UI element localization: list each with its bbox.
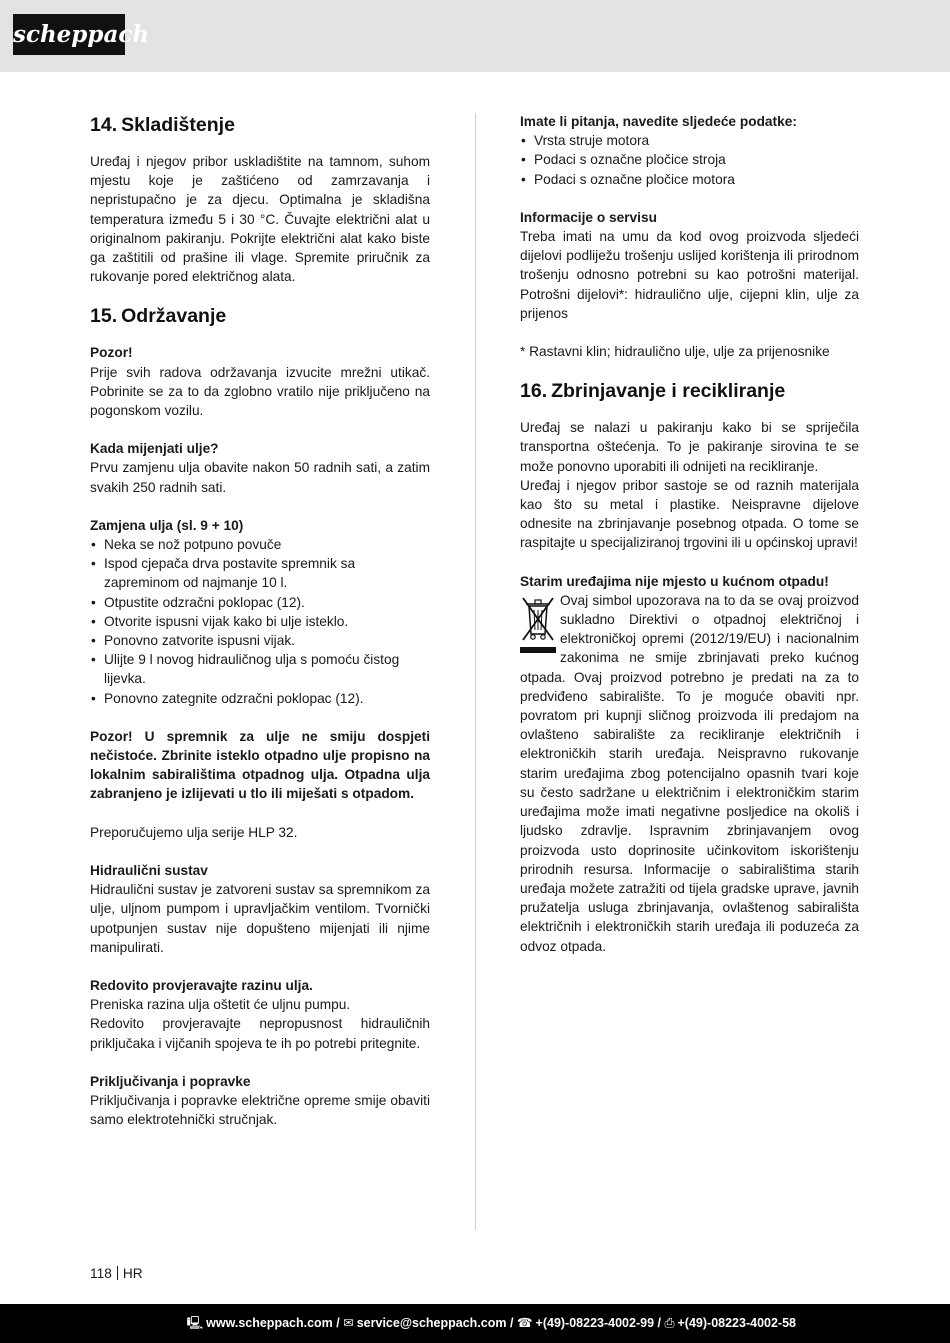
footer-separator: / [509, 1316, 514, 1330]
pozor-label: Pozor! [90, 345, 133, 361]
section-14-text: Uređaj i njegov pribor uskladištite na tamnom, suhom mjestu koje je zaštićeno od zamrzavanja i nepristupačno je za djecu. Optimalna je skladišna temperatura između 5 i 30 °C. Čuvajte električni alat u originalnom pakiranju. Pokrijte električni alat kako biste ga zaštitili od prašine ili vlage. Spremite priručnik za rukovanje pored električnog alata. [90, 154, 430, 285]
prikljucivanja-text: Priključivanja i popravke električne opreme smije obaviti samo elektrotehnički stručnjak. [90, 1092, 430, 1128]
section-16-title: Zbrinjavanje i recikliranje [551, 380, 786, 403]
weee-block [520, 591, 859, 956]
stari-label: Starim uređajima nije mjesto u kućnom otpadu! [520, 573, 829, 589]
redovito-label: Redovito provjeravajte razinu ulja. [90, 977, 313, 993]
hidraulicni-label: Hidraulični sustav [90, 862, 208, 878]
list-item: • Vrsta struje motora [520, 131, 859, 150]
list-item: • Ispod cjepača drva postavite spremnik sa zapreminom od najmanje 10 l. [90, 554, 430, 592]
redovito-text-2: Redovito provjeravajte nepropusnost hidrauličnih priključaka i vijčanih spojeva te ih po potrebi pritegnite. [90, 1016, 430, 1051]
column-divider [475, 113, 476, 1230]
footer-contact [186, 1304, 796, 1343]
kada-label: Kada mijenjati ulje? [90, 441, 219, 457]
page-separator [117, 1266, 118, 1280]
pitanja-label: Imate li pitanja, navedite sljedeće podatke: [520, 114, 797, 129]
weee-crossed-bin-icon [520, 594, 556, 656]
pitanja-list [520, 131, 859, 189]
section-14-heading [90, 112, 430, 138]
footer-email[interactable]: service@scheppach.com [356, 1316, 507, 1330]
section-16-text-1: Uređaj se nalazi u pakiranju kako bi se spriječila transportna oštećenja. To je pakiranje sirovina te se može ponovno uporabiti ili odnijeti na recikliranje. [520, 420, 859, 474]
zamjena-label: Zamjena ulja (sl. 9 + 10) [90, 517, 244, 533]
oil-recommendation: Preporučujemo ulja serije HLP 32. [90, 824, 298, 840]
kada-text: Prvu zamjenu ulja obavite nakon 50 radnih sati, a zatim svakih 250 radnih sati. [90, 460, 430, 495]
fax-icon: ⎙ [664, 1316, 675, 1330]
footer-separator: / [657, 1316, 661, 1330]
oil-warning: Pozor! U spremnik za ulje ne smiju dospjeti nečistoće. Zbrinite isteklo otpadno ulje propisno na lokalnim sabiralištima otpadnog ulja. Otpadna ulja zabranjeno je izlijevati u tlo ili miješati s otpadom. [90, 728, 430, 802]
section-14-title: Skladištenje [121, 114, 235, 136]
servis-text: Treba imati na umu da kod ovog proizvoda sljedeći dijelovi podliježu trošenju uslijed korištenja ili prirodnom trošenju odnosno potrebni su kao potrošni materijal. Potrošni dijelovi*: hidraulično ulje, cijepni klin, ulje za prijenos [520, 229, 859, 321]
list-item: • Otvorite ispusni vijak kako bi ulje isteklo. [90, 612, 430, 631]
list-item: • Neka se nož potpuno povuče [90, 535, 430, 554]
footer-separator: / [336, 1316, 340, 1330]
list-item: • Podaci s označne pločice stroja [520, 150, 859, 169]
section-15-title: Održavanje [121, 305, 227, 328]
computer-icon: 🖳 [186, 1316, 204, 1330]
redovito-text-1: Preniska razina ulja oštetit će uljnu pumpu. [90, 997, 351, 1013]
pozor-text: Prije svih radova održavanja izvucite mrežni utikač. Pobrinite se za to da zglobno vratilo nije priključeno na pogonskom vozilu. [90, 364, 430, 419]
section-16-heading [520, 378, 859, 404]
footer-phone[interactable]: +(49)-08223-4002-99 [535, 1316, 655, 1330]
stari-text: Ovaj simbol upozorava na to da se ovaj proizvod sukladno Direktivi o otpadnoj električnoj i elektroničkoj opremi (2012/19/EU) i nacionalnim zakonima ne smije zbrinjavati preko kućnog otpada. Ovaj proizvod potrebno je predati na za to predviđeno sabiralište. To je moguće obaviti npr. povratom pri kupnji sličnog proizvoda ili predajom na ovlašteno sabiralište za recikliranje električnih i elektroničkih starih uređaja. Neispravno rukovanje starim uređajima zbog potencijalno opasnih tvari koje su često sadržane u električnim i elektroničkim starim uređajima može imati negativne posljedice na okoliš i ljudsko zdravlje. Ispravnim zbrinjavanjem ovog proizvoda usto doprinosite učinkovitom iskorištenju prirodnih resursa. Informacije o sabiralištima starih uređaja možete zatražiti od tijela gradske uprave, javnih pružatelja usluga zbrinjavanja, ovlaštenog sabirališta električnih i elektroničkih starih uređaja ili poduzeća za odvoz otpada. [520, 592, 859, 954]
list-item: • Ponovno zategnite odzračni poklopac (12). [90, 689, 430, 708]
phone-icon: ☎ [516, 1316, 533, 1330]
section-15-heading [90, 303, 430, 329]
section-16-number: 16. [520, 380, 548, 403]
left-column [90, 112, 430, 1129]
prikljucivanja-label: Priključivanja i popravke [90, 1073, 251, 1089]
brand-logo: scheppach [13, 14, 125, 55]
page-language: HR [122, 1266, 143, 1281]
page-footer-label [90, 1264, 143, 1283]
section-16-text-2: Uređaj i njegov pribor sastoje se od raznih materijala kao što su metal i plastike. Neispravne dijelove odnesite na zbrinjavanje posebnog otpada. O tome se raspitajte u specijaliziranoj trgovini ili u općinskoj upravi! [520, 477, 859, 551]
list-item: • Ponovno zatvorite ispusni vijak. [90, 631, 430, 650]
servis-label: Informacije o servisu [520, 209, 657, 225]
footer-website[interactable]: www.scheppach.com [206, 1316, 333, 1330]
right-column [520, 112, 859, 956]
footer-contact-bar [0, 1304, 950, 1343]
email-icon: ✉ [343, 1316, 354, 1330]
hidraulicni-text: Hidraulični sustav je zatvoreni sustav sa spremnikom za ulje, uljnom pumpom i upravljačkim ventilom. Tvornički upotpunjen sustav nije dopušteno mijenjati ili njime manipulirati. [90, 882, 430, 955]
servis-note: * Rastavni klin; hidraulično ulje, ulje za prijenosnike [520, 344, 830, 360]
footer-fax: +(49)-08223-4002-58 [677, 1316, 796, 1330]
section-14-number: 14. [90, 114, 118, 136]
list-item: • Otpustite odzračni poklopac (12). [90, 593, 430, 612]
header-band [0, 0, 950, 72]
page-number: 118 [90, 1266, 112, 1281]
section-15-number: 15. [90, 305, 118, 328]
list-item: • Ulijte 9 l novog hidrauličnog ulja s pomoću čistog lijevka. [90, 650, 430, 688]
zamjena-list [90, 535, 430, 708]
list-item: • Podaci s označne pločice motora [520, 170, 859, 189]
